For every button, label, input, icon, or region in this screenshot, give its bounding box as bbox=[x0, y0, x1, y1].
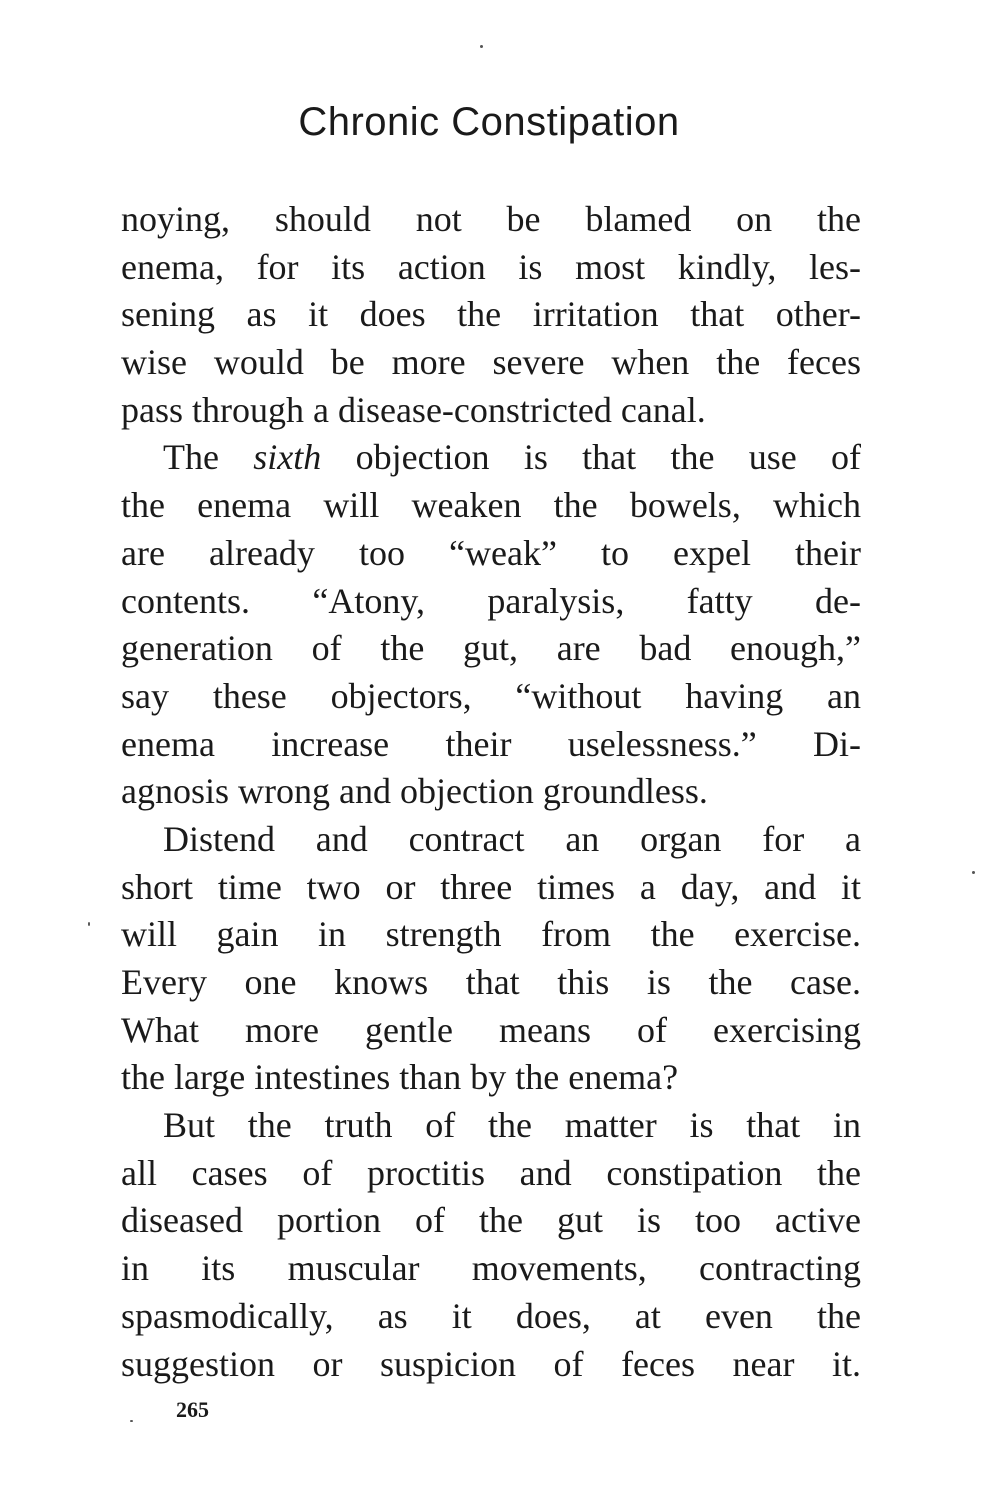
text-line: generation of the gut, are bad enough,” bbox=[121, 628, 861, 669]
text-line: pass through a disease-constricted canal. bbox=[121, 389, 706, 430]
text-line: What more gentle means of exercising bbox=[121, 1009, 861, 1050]
text-line: all cases of proctitis and constipation the bbox=[121, 1152, 861, 1193]
text-line: say these objectors, “without having an bbox=[121, 675, 861, 716]
page-number: 265 bbox=[176, 1397, 209, 1422]
scan-speck bbox=[972, 871, 975, 874]
scan-speck bbox=[130, 1420, 133, 1422]
text-line: enema increase their uselessness.” Di- bbox=[121, 723, 861, 764]
text-line: sening as it does the irritation that other- bbox=[121, 294, 861, 335]
text-line: the large intestines than by the enema? bbox=[121, 1057, 679, 1098]
text-line: But the truth of the matter is that in bbox=[163, 1105, 861, 1146]
text-line: spasmodically, as it does, at even the bbox=[121, 1295, 861, 1336]
text-line: are already too “weak” to expel their bbox=[121, 532, 861, 573]
text-line: agnosis wrong and objection groundless. bbox=[121, 771, 708, 812]
text-line: suggestion or suspicion of feces near it. bbox=[121, 1343, 861, 1384]
scan-speck bbox=[480, 45, 483, 48]
text-line: Every one knows that this is the case. bbox=[121, 962, 861, 1002]
text-line: wise would be more severe when the feces bbox=[121, 342, 861, 383]
running-head: Chronic Constipation bbox=[298, 100, 680, 144]
text-line: diseased portion of the gut is too active bbox=[121, 1200, 861, 1241]
text-line: short time two or three times a day, and it bbox=[121, 866, 861, 907]
scan-speck bbox=[88, 922, 90, 926]
text-line: in its muscular movements, contracting bbox=[121, 1248, 861, 1289]
emphasis: sixth bbox=[253, 437, 322, 478]
text-line: noying, should not be blamed on the bbox=[121, 199, 861, 239]
text-line: will gain in strength from the exercise. bbox=[121, 914, 861, 955]
text-line: Distend and contract an organ for a bbox=[163, 818, 861, 859]
body-text bbox=[121, 196, 861, 1388]
text-line: enema, for its action is most kindly, les- bbox=[121, 246, 861, 287]
text-line: contents. “Atony, paralysis, fatty de- bbox=[121, 580, 861, 621]
text-line: The sixth objection is that the use of bbox=[163, 437, 862, 478]
text-line: the enema will weaken the bowels, which bbox=[121, 485, 861, 526]
